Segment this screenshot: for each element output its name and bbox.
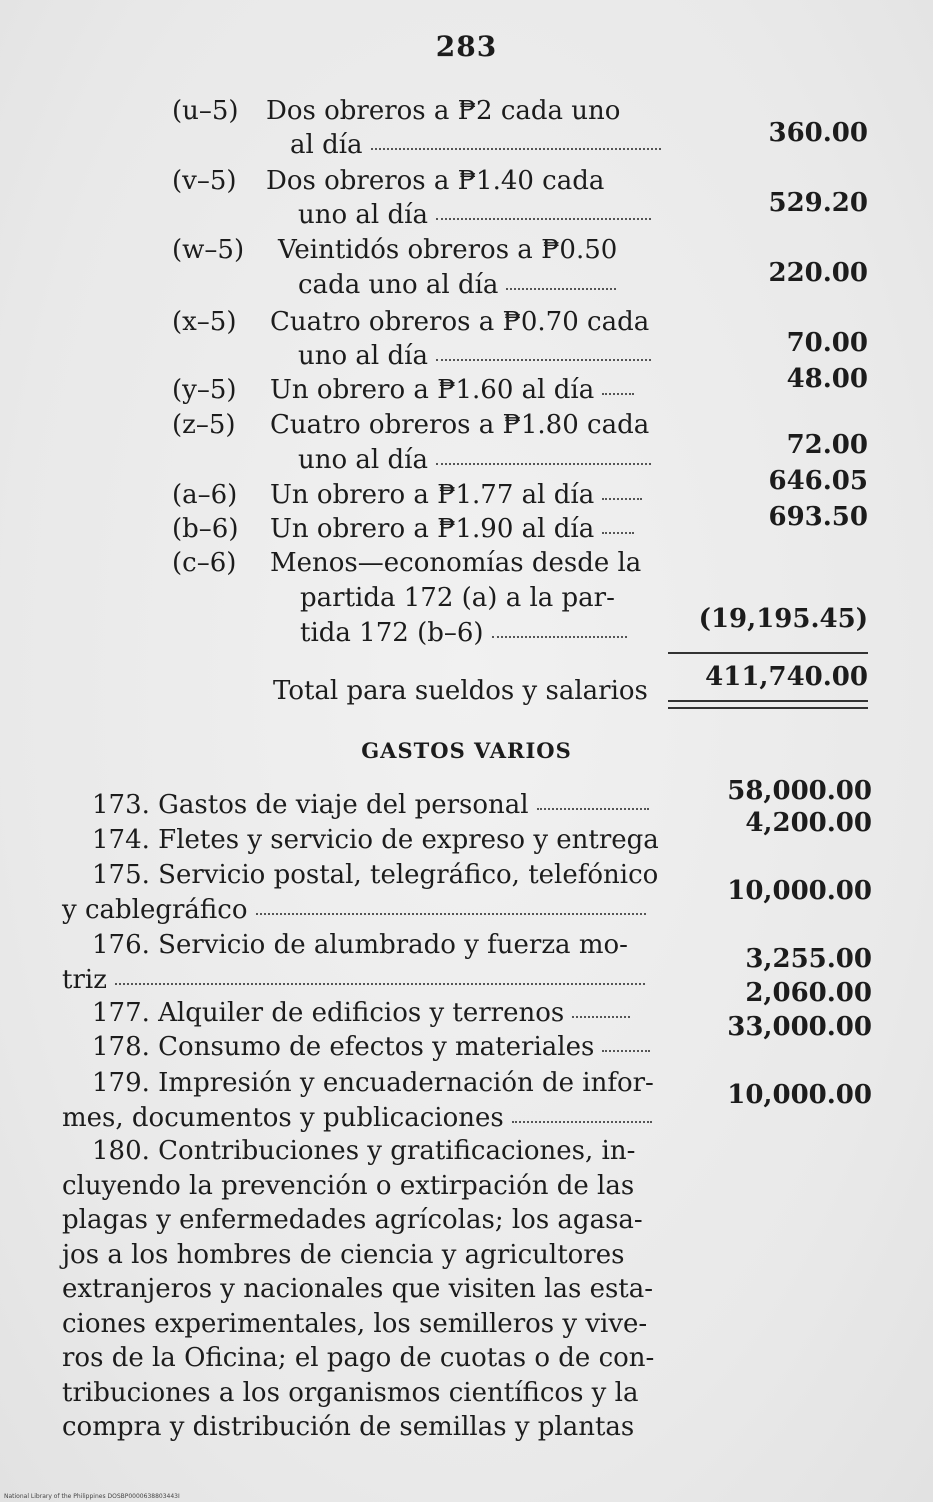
dot-leader [506, 288, 616, 290]
item-code: (u–5) [172, 96, 239, 126]
dot-leader [436, 463, 651, 465]
item-text: Veintidós obreros a ₱0.50 [278, 235, 618, 265]
item-code: (a–6) [172, 480, 238, 510]
item-text: uno al día [298, 200, 428, 230]
dot-leader [436, 218, 651, 220]
amount: 10,000.00 [727, 1080, 872, 1110]
item-code: (w–5) [172, 235, 245, 265]
paragraph-line: 180. Contribuciones y gratificaciones, in- [92, 1136, 636, 1166]
amount: 2,060.00 [745, 978, 872, 1008]
paragraph-line: ros de la Oficina; el pago de cuotas o de con- [62, 1343, 655, 1373]
dot-leader [537, 808, 649, 810]
amount: 10,000.00 [727, 876, 872, 906]
dot-leader [256, 913, 646, 915]
paragraph-line: extranjeros y nacionales que visiten las esta- [62, 1274, 654, 1304]
amount: (19,195.45) [698, 604, 868, 634]
page-number: 283 [435, 30, 498, 63]
amount: 58,000.00 [727, 776, 872, 806]
paragraph-line: plagas y enfermedades agrícolas; los agasa- [62, 1205, 643, 1235]
item-text: cada uno al día [298, 270, 499, 300]
total-double-rule-bottom [668, 707, 868, 709]
dot-leader [572, 1016, 630, 1018]
item-text: triz [62, 965, 107, 995]
dot-leader [602, 1050, 650, 1052]
dot-leader [602, 393, 634, 395]
amount: 3,255.00 [745, 944, 872, 974]
item-text: mes, documentos y publicaciones [62, 1103, 504, 1133]
item-text: Dos obreros a ₱2 cada uno [266, 96, 621, 126]
item-code: (b–6) [172, 514, 239, 544]
item-text: Dos obreros a ₱1.40 cada [266, 166, 605, 196]
paragraph-line: compra y distribución de semillas y plantas [62, 1412, 635, 1442]
dot-leader [602, 498, 642, 500]
amount: 72.00 [786, 430, 868, 460]
amount: 360.00 [768, 118, 868, 148]
subtotal-rule [668, 652, 868, 654]
total-amount: 411,740.00 [705, 662, 868, 692]
amount: 48.00 [786, 364, 868, 394]
amount: 529.20 [768, 188, 868, 218]
item-text: Menos—economías desde la [270, 548, 642, 578]
item-text: y cablegráfico [62, 895, 248, 925]
item-text: Cuatro obreros a ₱0.70 cada [270, 307, 650, 337]
amount: 693.50 [768, 502, 868, 532]
dot-leader [492, 636, 627, 638]
dot-leader [115, 983, 645, 985]
item-text: partida 172 (a) a la par- [300, 583, 615, 613]
total-double-rule-top [668, 700, 868, 702]
amount: 646.05 [768, 466, 868, 496]
item-code: (c–6) [172, 548, 237, 578]
paragraph-line: ciones experimentales, los semilleros y vive- [62, 1309, 648, 1339]
item-code: (v–5) [172, 166, 237, 196]
item-text: al día [290, 130, 363, 160]
item-text: 176. Servicio de alumbrado y fuerza mo- [92, 930, 628, 960]
amount: 4,200.00 [745, 808, 872, 838]
amount: 70.00 [786, 328, 868, 358]
paragraph-line: jos a los hombres de ciencia y agricultores [62, 1240, 625, 1270]
amount: 220.00 [768, 258, 868, 288]
total-label: Total para sueldos y salarios [273, 676, 648, 706]
item-code: (x–5) [172, 307, 237, 337]
item-text: tida 172 (b–6) [300, 618, 484, 648]
dot-leader [602, 532, 634, 534]
item-text: 173. Gastos de viaje del personal [92, 790, 529, 820]
section-heading: GASTOS VARIOS [361, 738, 572, 763]
paragraph-line: tribuciones a los organismos científicos y la [62, 1378, 639, 1408]
item-text: Un obrero a ₱1.77 al día [270, 480, 595, 510]
dot-leader [512, 1121, 652, 1123]
item-code: (y–5) [172, 375, 237, 405]
amount: 33,000.00 [727, 1012, 872, 1042]
item-text: 175. Servicio postal, telegráfico, telefónico [92, 860, 659, 890]
item-text: 177. Alquiler de edificios y terrenos [92, 998, 565, 1028]
item-text: Un obrero a ₱1.90 al día [270, 514, 595, 544]
dot-leader [436, 359, 651, 361]
item-text: 174. Fletes y servicio de expreso y entrega [92, 825, 659, 855]
item-text: uno al día [298, 341, 428, 371]
item-text: 178. Consumo de efectos y materiales [92, 1032, 595, 1062]
paragraph-line: cluyendo la prevención o extirpación de las [62, 1171, 635, 1201]
item-text: uno al día [298, 445, 428, 475]
item-code: (z–5) [172, 410, 236, 440]
scan-footer: National Library of the Philippines DOSBP0000638803443I [4, 1493, 180, 1500]
item-text: 179. Impresión y encuadernación de infor- [92, 1068, 654, 1098]
item-text: Cuatro obreros a ₱1.80 cada [270, 410, 650, 440]
item-text: Un obrero a ₱1.60 al día [270, 375, 595, 405]
dot-leader [371, 148, 661, 150]
